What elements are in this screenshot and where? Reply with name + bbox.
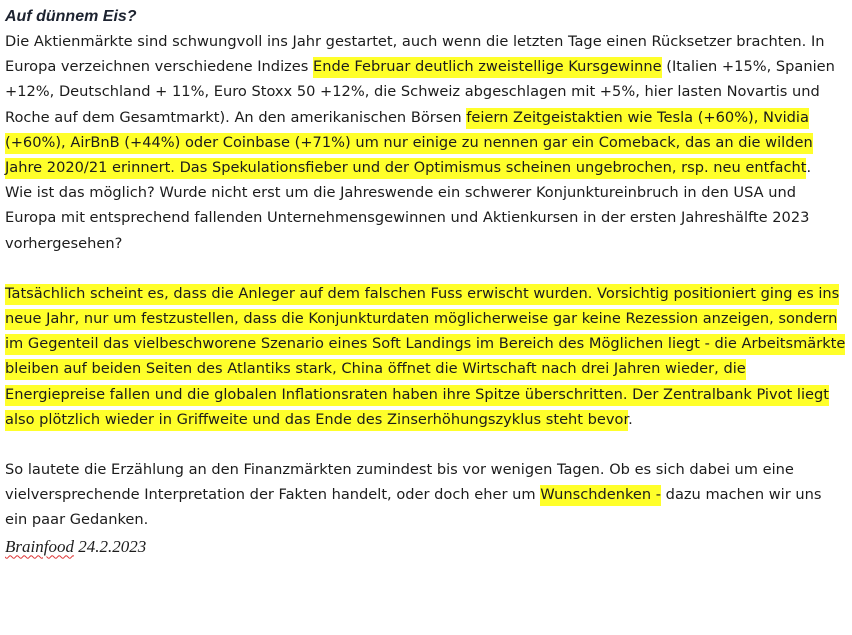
footer-date: 24.2.2023 <box>73 536 147 556</box>
paragraph-intro <box>5 29 847 180</box>
highlight-wunschdenken: Wunschdenken - <box>540 485 661 506</box>
paragraph-question: Wie ist das möglich? Wurde nicht erst um die Jahreswende ein schwerer Konjunktureinbruch in den USA und Europa mit entsprechend fallenden Unternehmensgewinnen und Aktienkursen in der ersten Jahreshälfte 2023 vorhergesehen? <box>5 184 810 252</box>
paragraph-spacer <box>5 432 847 457</box>
conclusion-text-1: So lautete die Erzählung an den Finanzmärkten zumindest bis vor wenigen Tagen. Ob es sich dabei um eine vielversprechende Interpretation der Fakten handelt, oder doch eher um <box>5 461 794 504</box>
paragraph-conclusion <box>5 457 847 533</box>
paragraph-spacer <box>5 256 847 281</box>
highlight-soft-landing: Tatsächlich scheint es, dass die Anleger auf dem falschen Fuss erwischt wurden. Vorsichtig positioniert ging es ins neue Jahr, nur um festzustellen, dass die Konjunkturdaten möglicherweise gar keine Rezession anzeigen, sondern im Gegenteil das vielbeschworene Szenario eines Soft Landings im Bereich des Möglichen liegt - die Arbeitsmärkte bleiben auf beiden Seiten des Atlantiks stark, China öffnet die Wirtschaft nach drei Jahren wieder, die Energiepreise fallen und die globalen Inflationsraten haben ihre Spitze überschritten. Der Zentralbank Pivot liegt also plötzlich wieder in Griffweite und das Ende des Zinserhöhungszyklus steht bevor <box>5 284 845 431</box>
article <box>5 4 847 559</box>
footer-brand: Brainfood <box>5 536 74 556</box>
conclusion-text-2: dazu machen wir uns ein paar Gedanken. <box>5 486 822 529</box>
article-footer <box>5 535 847 559</box>
highlight-kursgewinne: Ende Februar deutlich zweistellige Kursgewinne <box>313 57 662 78</box>
soft-landing-end: . <box>628 410 633 428</box>
intro-text-3: . <box>806 159 812 177</box>
intro-text-2: (Italien +15%, Spanien +12%, Deutschland + 11%, Euro Stoxx 50 +12%, die Schweiz abgeschlagen mit +5%, hier lasten Novartis und Roche auf dem Gesamtmarkt). An den amerikanischen Börsen <box>5 58 835 126</box>
article-title: Auf dünnem Eis? <box>5 8 137 25</box>
intro-text-1: Die Aktienmärkte sind schwungvoll ins Jahr gestartet, auch wenn die letzten Tage einen Rücksetzer brachten. In Europa verzeichnen verschiedene Indizes <box>5 33 825 76</box>
highlight-zeitgeistaktien: feiern Zeitgeistaktien wie Tesla (+60%), Nvidia (+60%), AirBnB (+44%) oder Coinbase (+71%) um nur einige zu nennen gar ein Comeback, das an die wilden Jahre 2020/21 erinnert. Das Spekulationsfieber und der Optimismus scheinen ungebrochen, rsp. neu entfacht <box>5 108 813 179</box>
paragraph-soft-landing <box>5 281 847 432</box>
